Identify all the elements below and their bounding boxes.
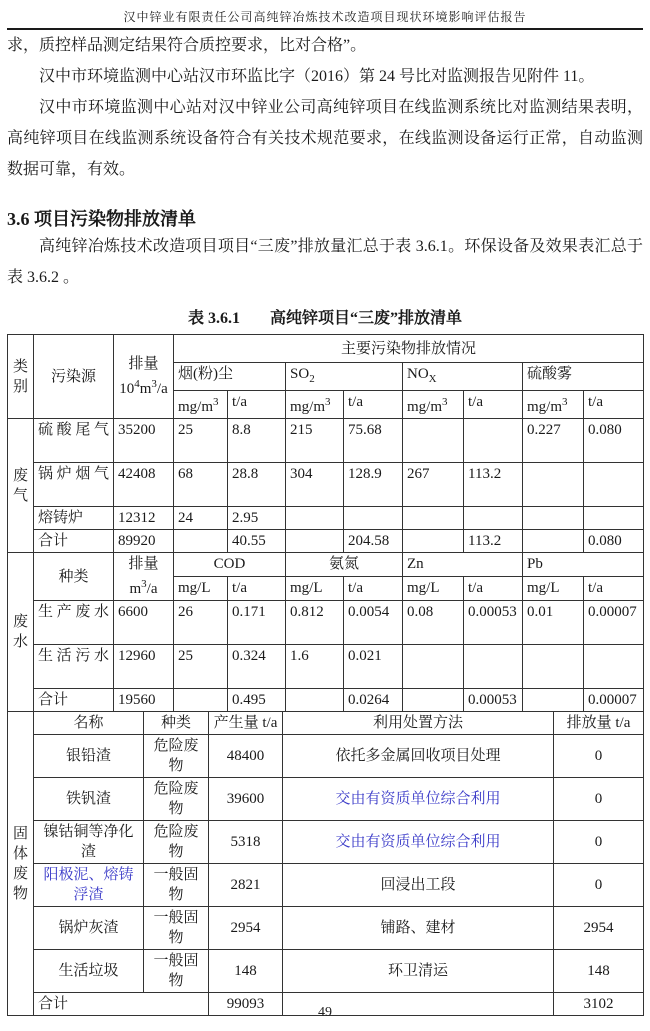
cell-rate: 6600 bbox=[114, 601, 174, 645]
cell-value bbox=[286, 507, 344, 530]
unit-ta: t/a bbox=[228, 577, 286, 601]
cell-value bbox=[523, 463, 584, 507]
table-caption bbox=[7, 305, 643, 328]
unit-sup: 3 bbox=[213, 396, 219, 408]
solid-kind: 一般固物 bbox=[144, 950, 209, 993]
nox-sub: X bbox=[428, 373, 437, 385]
paragraph-quality-control: 求，质控样品测定结果符合质控要求，比对合格”。 bbox=[7, 37, 367, 54]
cell-value bbox=[403, 689, 464, 712]
source-name: 硫酸尾气 bbox=[34, 419, 114, 463]
cell-value bbox=[286, 530, 344, 553]
header-pollution-source: 污染源 bbox=[34, 335, 114, 419]
paragraph-report-ref: 汉中市环境监测中心站汉市环监比字（2016）第 24 号比对监测报告见附件 11。 bbox=[39, 68, 595, 85]
section-heading-3-6: 3.6 项目污染物排放清单 bbox=[7, 209, 196, 229]
header-cod: COD bbox=[174, 553, 286, 577]
paragraph-monitoring-result: 汉中市环境监测中心站对汉中锌业公司高纯锌项目在线监测系统比对监测结果表明，高纯锌项目在线监测系统设备符合有关技术规范要求，在线监测设备运行正常，自动监测数据可靠，有效。 bbox=[7, 99, 643, 178]
cell-value bbox=[403, 530, 464, 553]
rate-unit-per-a: /a bbox=[156, 381, 168, 397]
solid-total-label: 合计 bbox=[34, 993, 209, 1016]
unit-ta: t/a bbox=[344, 391, 403, 419]
rate-unit-exp3: 3 bbox=[151, 378, 157, 390]
category-waste-gas: 废气 bbox=[8, 419, 34, 553]
solid-discharge: 0 bbox=[554, 735, 644, 778]
solid-method: 回浸出工段 bbox=[283, 864, 554, 907]
so2-sub: 2 bbox=[309, 373, 315, 385]
unit-base: mg/m bbox=[527, 399, 563, 415]
source-name: 生产废水 bbox=[34, 601, 114, 645]
cell-rate: 89920 bbox=[114, 530, 174, 553]
cell-value: 0.080 bbox=[584, 419, 644, 463]
rate-unit-exp3: 3 bbox=[141, 578, 147, 590]
cell-value: 267 bbox=[403, 463, 464, 507]
solid-kind: 一般固物 bbox=[144, 907, 209, 950]
cell-value: 128.9 bbox=[344, 463, 403, 507]
solid-discharge: 0 bbox=[554, 821, 644, 864]
solid-total-discharge: 3102 bbox=[554, 993, 644, 1016]
nox-base: NO bbox=[407, 366, 429, 382]
total-label: 合计 bbox=[34, 689, 114, 712]
header-pb: Pb bbox=[523, 553, 644, 577]
cell-value bbox=[286, 689, 344, 712]
category-solid-waste: 固体废物 bbox=[8, 712, 34, 1016]
cell-value: 75.68 bbox=[344, 419, 403, 463]
header-so2 bbox=[286, 363, 403, 391]
cell-value: 215 bbox=[286, 419, 344, 463]
cell-value: 0.171 bbox=[228, 601, 286, 645]
header-acid-mist: 硫酸雾 bbox=[523, 363, 644, 391]
cell-rate: 12960 bbox=[114, 645, 174, 689]
rate-unit-m: m bbox=[139, 381, 152, 397]
unit-base: mg/m bbox=[178, 399, 214, 415]
unit-ta: t/a bbox=[584, 391, 644, 419]
unit-base: mg/m bbox=[407, 399, 443, 415]
cell-value: 0.080 bbox=[584, 530, 644, 553]
solid-amount: 2954 bbox=[209, 907, 283, 950]
solid-discharge: 148 bbox=[554, 950, 644, 993]
solid-amount: 39600 bbox=[209, 778, 283, 821]
unit-sup: 3 bbox=[325, 396, 331, 408]
unit-sup: 3 bbox=[442, 396, 448, 408]
solid-method: 交由有资质单位综合利用 bbox=[283, 778, 554, 821]
category-waste-water: 废水 bbox=[8, 553, 34, 712]
cell-value: 68 bbox=[174, 463, 228, 507]
cell-value bbox=[584, 507, 644, 530]
solid-amount: 148 bbox=[209, 950, 283, 993]
header-solid-amount: 产生量 t/a bbox=[209, 712, 283, 735]
unit-ta: t/a bbox=[584, 577, 644, 601]
header-water-kind: 种类 bbox=[34, 553, 114, 601]
solid-kind: 危险废物 bbox=[144, 778, 209, 821]
solid-method: 依托多金属回收项目处理 bbox=[283, 735, 554, 778]
cell-value: 1.6 bbox=[286, 645, 344, 689]
unit-mgm3 bbox=[174, 391, 228, 419]
cell-value: 0.0054 bbox=[344, 601, 403, 645]
cell-value bbox=[523, 507, 584, 530]
cell-value: 0.812 bbox=[286, 601, 344, 645]
cell-value: 0.00007 bbox=[584, 601, 644, 645]
unit-mgm3 bbox=[286, 391, 344, 419]
table-caption-title: 高纯锌项目“三废”排放清单 bbox=[270, 310, 463, 327]
solid-method: 交由有资质单位综合利用 bbox=[283, 821, 554, 864]
header-main-pollutants: 主要污染物排放情况 bbox=[174, 335, 644, 363]
rate-label: 排量 bbox=[128, 556, 159, 572]
cell-value bbox=[403, 645, 464, 689]
cell-value bbox=[174, 530, 228, 553]
header-solid-method: 利用处置方法 bbox=[283, 712, 554, 735]
cell-rate: 12312 bbox=[114, 507, 174, 530]
cell-value: 113.2 bbox=[464, 530, 523, 553]
unit-mgl: mg/L bbox=[174, 577, 228, 601]
unit-mgl: mg/L bbox=[403, 577, 464, 601]
solid-total-amount: 99093 bbox=[209, 993, 283, 1016]
header-zn: Zn bbox=[403, 553, 523, 577]
cell-value: 0.324 bbox=[228, 645, 286, 689]
total-label: 合计 bbox=[34, 530, 114, 553]
cell-value: 2.95 bbox=[228, 507, 286, 530]
cell-value: 0.00053 bbox=[464, 601, 523, 645]
solid-method: 铺路、建材 bbox=[283, 907, 554, 950]
cell-value bbox=[464, 645, 523, 689]
header-dust: 烟(粉)尘 bbox=[174, 363, 286, 391]
cell-value: 25 bbox=[174, 645, 228, 689]
emissions-table-gas-water bbox=[7, 334, 644, 712]
solid-name: 锅炉灰渣 bbox=[34, 907, 144, 950]
solid-discharge: 0 bbox=[554, 864, 644, 907]
header-solid-kind: 种类 bbox=[144, 712, 209, 735]
unit-sup: 3 bbox=[562, 396, 568, 408]
cell-value bbox=[344, 507, 403, 530]
unit-mgm3 bbox=[523, 391, 584, 419]
cell-value: 0.00007 bbox=[584, 689, 644, 712]
header-solid-name: 名称 bbox=[34, 712, 144, 735]
cell-value: 0.495 bbox=[228, 689, 286, 712]
rate-label: 排量 bbox=[128, 356, 159, 372]
cell-value: 28.8 bbox=[228, 463, 286, 507]
unit-ta: t/a bbox=[228, 391, 286, 419]
solid-kind: 危险废物 bbox=[144, 821, 209, 864]
solid-name: 阳极泥、熔铸浮渣 bbox=[34, 864, 144, 907]
cell-value: 0.00053 bbox=[464, 689, 523, 712]
header-nox bbox=[403, 363, 523, 391]
cell-value: 8.8 bbox=[228, 419, 286, 463]
cell-value bbox=[523, 689, 584, 712]
cell-rate: 42408 bbox=[114, 463, 174, 507]
solid-kind: 一般固物 bbox=[144, 864, 209, 907]
cell-value: 0.0264 bbox=[344, 689, 403, 712]
unit-mgl: mg/L bbox=[523, 577, 584, 601]
header-category: 类别 bbox=[8, 335, 34, 419]
solid-method: 环卫清运 bbox=[283, 950, 554, 993]
cell-value: 204.58 bbox=[344, 530, 403, 553]
cell-value bbox=[403, 419, 464, 463]
source-name: 生活污水 bbox=[34, 645, 114, 689]
cell-value: 0.227 bbox=[523, 419, 584, 463]
so2-base: SO bbox=[290, 366, 310, 382]
solid-amount: 5318 bbox=[209, 821, 283, 864]
cell-value bbox=[174, 689, 228, 712]
header-water-rate bbox=[114, 553, 174, 601]
cell-value bbox=[523, 645, 584, 689]
cell-value bbox=[403, 507, 464, 530]
cell-rate: 19560 bbox=[114, 689, 174, 712]
cell-value: 0.08 bbox=[403, 601, 464, 645]
solid-amount: 48400 bbox=[209, 735, 283, 778]
solid-discharge: 0 bbox=[554, 778, 644, 821]
cell-value bbox=[584, 463, 644, 507]
solid-discharge: 2954 bbox=[554, 907, 644, 950]
page-header: 汉中锌业有限责任公司高纯锌冶炼技术改造项目现状环境影响评估报告 bbox=[123, 10, 527, 24]
cell-rate: 35200 bbox=[114, 419, 174, 463]
solid-amount: 2821 bbox=[209, 864, 283, 907]
header-discharge-rate bbox=[114, 335, 174, 419]
cell-value: 0.021 bbox=[344, 645, 403, 689]
cell-value: 40.55 bbox=[228, 530, 286, 553]
rate-unit-per-a: /a bbox=[146, 581, 158, 597]
emissions-table-solid bbox=[7, 711, 644, 1016]
unit-base: mg/m bbox=[290, 399, 326, 415]
solid-kind: 危险废物 bbox=[144, 735, 209, 778]
header-solid-discharge: 排放量 t/a bbox=[554, 712, 644, 735]
solid-name: 生活垃圾 bbox=[34, 950, 144, 993]
table-caption-label: 表 3.6.1 bbox=[187, 310, 240, 327]
unit-mgm3 bbox=[403, 391, 464, 419]
solid-name: 铁钒渣 bbox=[34, 778, 144, 821]
unit-ta: t/a bbox=[464, 577, 523, 601]
solid-name: 镍钴铜等净化渣 bbox=[34, 821, 144, 864]
header-ammonia: 氨氮 bbox=[286, 553, 403, 577]
cell-value: 26 bbox=[174, 601, 228, 645]
cell-value bbox=[584, 645, 644, 689]
cell-value bbox=[523, 530, 584, 553]
rate-unit-m: m bbox=[129, 581, 142, 597]
rate-unit-base: 10 bbox=[119, 381, 135, 397]
paragraph-table-intro: 高纯锌冶炼技术改造项目项目“三废”排放量汇总于表 3.6.1。环保设备及效果表汇总于表 3.6.2 。 bbox=[7, 238, 643, 286]
rate-unit-exp4: 4 bbox=[134, 378, 140, 390]
page-number: 49 bbox=[318, 1005, 332, 1020]
cell-value: 113.2 bbox=[464, 463, 523, 507]
cell-value: 24 bbox=[174, 507, 228, 530]
unit-ta: t/a bbox=[344, 577, 403, 601]
solid-name: 银铅渣 bbox=[34, 735, 144, 778]
cell-value: 25 bbox=[174, 419, 228, 463]
source-name: 熔铸炉 bbox=[34, 507, 114, 530]
cell-value: 0.01 bbox=[523, 601, 584, 645]
unit-mgl: mg/L bbox=[286, 577, 344, 601]
cell-value bbox=[464, 419, 523, 463]
source-name: 锅炉烟气 bbox=[34, 463, 114, 507]
unit-ta: t/a bbox=[464, 391, 523, 419]
cell-value bbox=[464, 507, 523, 530]
cell-value: 304 bbox=[286, 463, 344, 507]
